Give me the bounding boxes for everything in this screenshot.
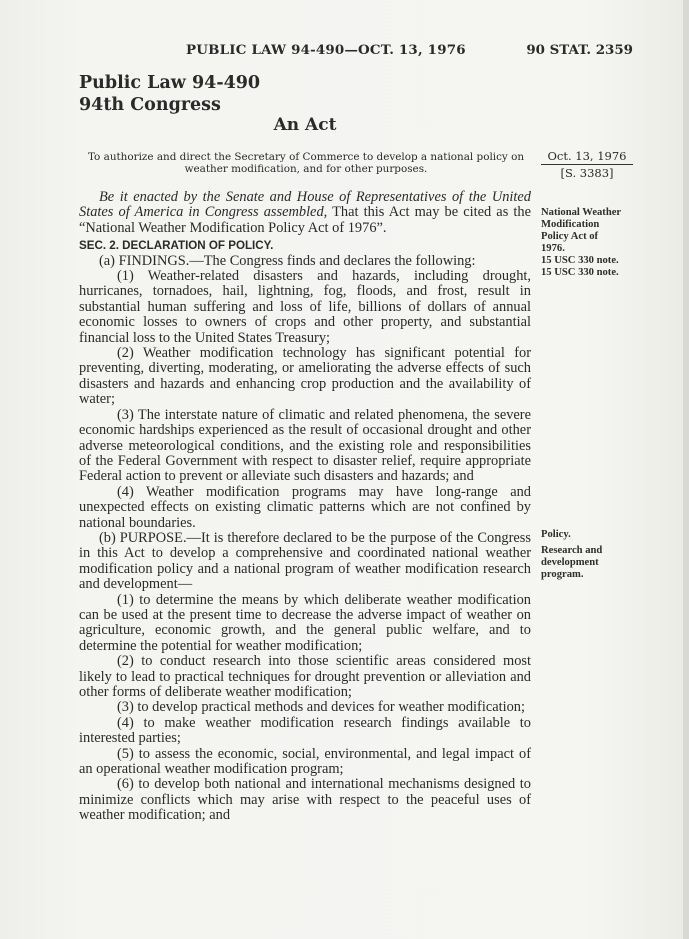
purpose-3: (3) to develop practical methods and devices for weather modification; <box>117 699 525 716</box>
page-edge-shadow <box>683 0 689 939</box>
margin-note-line: Policy. <box>541 529 571 540</box>
findings-intro: (a) FINDINGS.—The Congress finds and declares the following: <box>99 252 476 269</box>
purpose-2: (2) to conduct research into those scientific areas considered most likely to lead to practical techniques for drought prevention or alleviation and other forms of deliberate weather modification; <box>79 653 531 700</box>
margin-note-usc-1: 15 USC 330 note. <box>541 255 619 266</box>
enactment-date: Oct. 13, 1976 <box>541 148 633 165</box>
finding-2: (2) Weather modification technology has significant potential for preventing, diverting, moderating, or ameliorating the adverse effects of such disasters and hazards and enhancing crop production and the availability of water; <box>79 345 531 408</box>
section-2-heading: SEC. 2. DECLARATION OF POLICY. <box>79 239 274 253</box>
margin-note-line: program. <box>541 569 584 580</box>
purpose-5: (5) to assess the economic, social, environmental, and legal impact of an operational weather modification program; <box>79 745 531 778</box>
short-title-text: That this Act may be cited as the “National Weather Modification Policy Act of 1976”. <box>79 204 531 236</box>
margin-note-line: Research and <box>541 545 603 556</box>
bill-number: [S. 3383] <box>560 166 614 180</box>
stat-page-number: 90 STAT. 2359 <box>526 42 633 58</box>
purpose-6: (6) to develop both national and international mechanisms designed to minimize conflicts which may arise with respect to the peaceful uses of weather modification; and <box>79 776 531 824</box>
margin-note-line: Policy Act of <box>541 231 599 242</box>
enacting-clause <box>79 190 531 236</box>
finding-3: (3) The interstate nature of climatic and related phenomena, the severe economic hardships experienced as the result of occasional drought and other adverse meteorological conditions, and the existing role and responsibilities of the Federal Government with respect to disaster relief, require appropriate Federal action to prevent or alleviate such disasters and hazards; and <box>79 406 531 485</box>
law-body <box>79 190 531 824</box>
purpose-4: (4) to make weather modification research findings available to interested parties; <box>79 714 531 747</box>
margin-note-usc-2: 15 USC 330 note. <box>541 267 619 278</box>
margin-note-short-title <box>541 207 621 279</box>
law-title-block <box>79 72 260 116</box>
finding-1: (1) Weather-related disasters and hazards, including drought, hurricanes, tornadoes, hail, lightning, fog, floods, and frost, result in substantial human suffering and loss of life, billions of dollars of annual economic losses to owners of crops and other property, and substantial financial loss to the United States Treasury; <box>79 268 531 346</box>
margin-note-line: Modification <box>541 219 600 230</box>
law-number: Public Law 94-490 <box>79 73 261 93</box>
enactment-date-box <box>541 148 633 181</box>
purpose-1: (1) to determine the means by which deliberate weather modification can be used at the present time to decrease the adverse impact of weather on agriculture, economic growth, and the general public welfare, and to determine the potential for weather modification; <box>79 591 531 654</box>
purpose-intro: (b) PURPOSE.—It is therefore declared to be the purpose of the Congress in this Act to develop a comprehensive and coordinated national weather modification policy and a national program of weather modification research and development— <box>79 529 531 593</box>
act-heading: An Act <box>273 115 337 135</box>
margin-note-line: National Weather <box>541 207 622 218</box>
enacting-formula: Be it enacted by the Senate and House of Representatives of the United States of America in Congress assembled, <box>79 189 531 221</box>
margin-note-policy <box>541 529 602 581</box>
act-purpose: To authorize and direct the Secretary of Commerce to develop a national policy on weather modification, and for other purposes. <box>87 151 525 175</box>
congress-number: 94th Congress <box>79 95 221 115</box>
running-title: PUBLIC LAW 94-490—OCT. 13, 1976 <box>186 42 466 58</box>
margin-note-line: development <box>541 557 599 568</box>
margin-note-line: 1976. <box>541 243 565 254</box>
finding-4: (4) Weather modification programs may have long-range and unexpected effects on existing climatic patterns which are not confined by national boundaries. <box>79 483 531 531</box>
